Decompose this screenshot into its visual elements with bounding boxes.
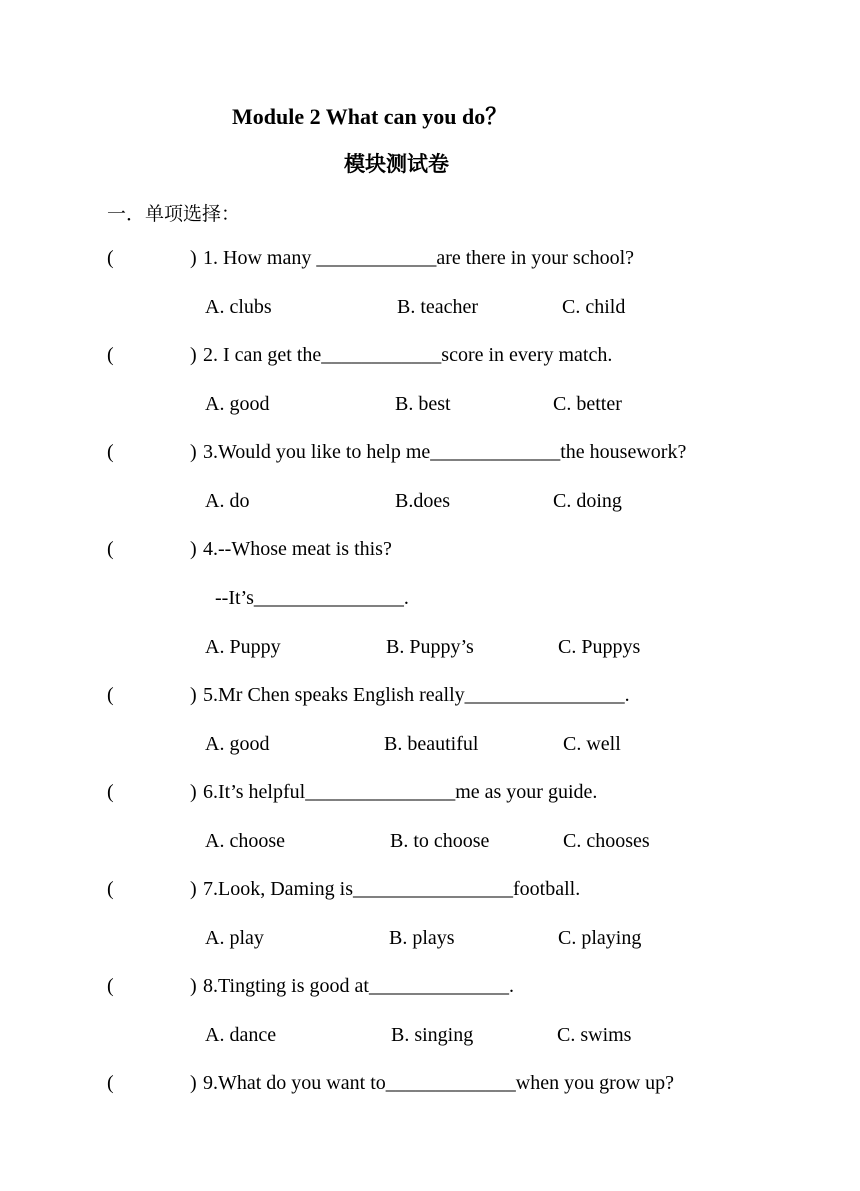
option-c: C. playing (558, 927, 642, 949)
question-text: 4.--Whose meat is this? (203, 538, 392, 560)
option-b: B. singing (391, 1024, 474, 1046)
option-c: C. child (562, 296, 626, 318)
answer-paren-open: ( (107, 684, 114, 706)
question-text: 1. How many ____________are there in your school? (203, 247, 635, 269)
option-b: B. teacher (397, 296, 479, 318)
option-c: C. chooses (563, 830, 650, 852)
answer-paren-open: ( (107, 441, 114, 463)
page-title: Module 2 What can you do？ (232, 104, 508, 129)
option-a: A. dance (205, 1024, 277, 1046)
answer-paren-open: ( (107, 781, 114, 803)
option-c: C. swims (557, 1024, 632, 1046)
option-b: B. plays (389, 927, 455, 949)
option-c: C. well (563, 733, 621, 755)
option-a: A. do (205, 490, 250, 512)
question-text: 2. I can get the____________score in every match. (203, 344, 613, 366)
answer-paren-close: ) (190, 441, 197, 463)
answer-paren-open: ( (107, 247, 114, 269)
question-4-reply: --It’s_______________. (215, 587, 409, 609)
option-c: C. doing (553, 490, 622, 512)
answer-paren-close: ) (190, 878, 197, 900)
page-subtitle: 模块测试卷 (344, 152, 449, 176)
answer-paren-open: ( (107, 344, 114, 366)
option-b: B. to choose (390, 830, 490, 852)
option-c: C. Puppys (558, 636, 641, 658)
option-b: B. best (395, 393, 451, 415)
answer-paren-open: ( (107, 878, 114, 900)
question-text: 6.It’s helpful_______________me as your guide. (203, 781, 598, 803)
option-a: A. play (205, 927, 264, 949)
answer-paren-close: ) (190, 344, 197, 366)
option-a: A. Puppy (205, 636, 281, 658)
question-text: 5.Mr Chen speaks English really________________. (203, 684, 630, 706)
option-c: C. better (553, 393, 622, 415)
answer-paren-close: ) (190, 975, 197, 997)
answer-paren-close: ) (190, 684, 197, 706)
question-text: 8.Tingting is good at______________. (203, 975, 514, 997)
answer-paren-open: ( (107, 975, 114, 997)
option-b: B. Puppy’s (386, 636, 474, 658)
question-text: 7.Look, Daming is________________football. (203, 878, 581, 900)
question-text: 9.What do you want to_____________when you grow up? (203, 1072, 675, 1094)
option-a: A. good (205, 393, 270, 415)
question-text: 3.Would you like to help me_____________the housework? (203, 441, 687, 463)
option-b: B.does (395, 490, 450, 512)
answer-paren-close: ) (190, 538, 197, 560)
option-a: A. good (205, 733, 270, 755)
answer-paren-open: ( (107, 538, 114, 560)
answer-paren-open: ( (107, 1072, 114, 1094)
answer-paren-close: ) (190, 1072, 197, 1094)
section-heading: 一．单项选择： (107, 203, 241, 225)
option-a: A. clubs (205, 296, 272, 318)
answer-paren-close: ) (190, 247, 197, 269)
option-a: A. choose (205, 830, 285, 852)
answer-paren-close: ) (190, 781, 197, 803)
option-b: B. beautiful (384, 733, 479, 755)
